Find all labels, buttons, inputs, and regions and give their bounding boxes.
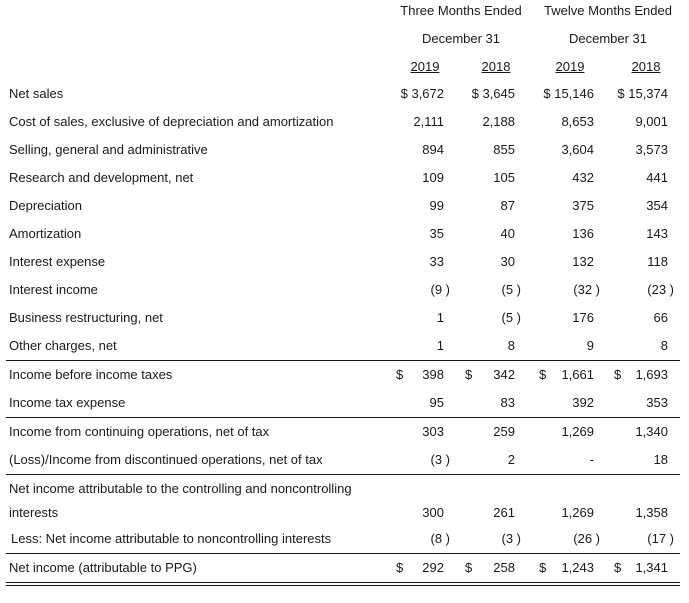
value-cell: (8 ) [430, 531, 450, 546]
header-twelve-months: Twelve Months Ended [544, 3, 672, 18]
table-row [0, 418, 680, 446]
row-label: Research and development, net [9, 170, 194, 185]
value-cell: 8,653 [561, 114, 594, 129]
table-row [0, 80, 680, 108]
value-cell: 1 [436, 338, 444, 353]
row-label: Net income (attributable to PPG) [9, 560, 197, 575]
table-row [0, 248, 680, 276]
dollar-sign: $ [396, 367, 404, 382]
table-row [0, 220, 680, 248]
divider-line [6, 417, 680, 418]
double-underline [6, 582, 680, 586]
row-label: Business restructuring, net [9, 310, 163, 325]
table-row [0, 108, 680, 136]
header-date-three: December 31 [421, 31, 501, 46]
table-row [0, 525, 680, 553]
value-cell: 1,340 [635, 424, 668, 439]
value-cell: 30 [500, 254, 515, 269]
value-cell: 3,604 [561, 142, 594, 157]
value-cell: 353 [646, 395, 668, 410]
row-label: Selling, general and administrative [9, 142, 208, 157]
table-row [0, 446, 680, 474]
row-label: Cost of sales, exclusive of depreciation and amortization [9, 114, 334, 129]
value-cell: 105 [493, 170, 515, 185]
value-cell: 300 [422, 505, 444, 520]
table-row [0, 361, 680, 389]
value-cell: 2 [507, 452, 515, 467]
table-row [0, 276, 680, 304]
dollar-sign: $ [465, 367, 473, 382]
value-cell: 95 [429, 395, 444, 410]
divider-line [6, 360, 680, 361]
value-cell: 1,243 [561, 560, 594, 575]
row-label: Income from continuing operations, net of tax [9, 424, 270, 439]
value-cell: 118 [647, 254, 668, 269]
value-cell: 83 [500, 395, 515, 410]
value-cell: 855 [493, 142, 515, 157]
value-cell: 132 [572, 254, 594, 269]
header-date-twelve: December 31 [568, 31, 648, 46]
value-cell: 8 [507, 338, 515, 353]
table-row [0, 475, 680, 531]
table-row [0, 136, 680, 164]
row-label: Less: Net income attributable to noncontrolling interests [11, 531, 332, 546]
value-cell: 33 [429, 254, 444, 269]
value-cell: 66 [653, 310, 668, 325]
value-cell: 136 [572, 226, 594, 241]
value-cell: 392 [572, 395, 594, 410]
value-cell: $ 15,374 [617, 86, 668, 101]
value-cell: (23 ) [647, 282, 674, 297]
value-cell: 1,693 [635, 367, 668, 382]
dollar-sign: $ [539, 367, 547, 382]
value-cell: 375 [572, 198, 594, 213]
row-label: Net sales [9, 86, 64, 101]
row-label: Net income attributable to the controlling and noncontrolling [9, 481, 352, 496]
value-cell: 109 [422, 170, 444, 185]
value-cell: 3,573 [635, 142, 668, 157]
dollar-sign: $ [396, 560, 404, 575]
value-cell: 441 [646, 170, 668, 185]
value-cell: (3 ) [430, 452, 450, 467]
table-row [0, 192, 680, 220]
value-cell: 303 [422, 424, 444, 439]
value-cell: 259 [493, 424, 515, 439]
row-label: (Loss)/Income from discontinued operations, net of tax [9, 452, 323, 467]
value-cell: $ 3,645 [471, 86, 515, 101]
value-cell: 1 [436, 310, 444, 325]
table-row [0, 554, 680, 582]
dollar-sign: $ [614, 367, 622, 382]
value-cell: 176 [572, 310, 594, 325]
value-cell: (26 ) [573, 531, 600, 546]
year-header: 2019 [410, 59, 440, 74]
value-cell: $ 15,146 [543, 86, 594, 101]
value-cell: 1,341 [635, 560, 668, 575]
value-cell: 261 [493, 505, 515, 520]
table-row [0, 389, 680, 417]
value-cell: 99 [429, 198, 444, 213]
value-cell: 87 [500, 198, 515, 213]
value-cell: 2,111 [413, 114, 444, 129]
value-cell: (3 ) [501, 531, 521, 546]
divider-line [6, 474, 680, 475]
value-cell: (32 ) [573, 282, 600, 297]
value-cell: (9 ) [430, 282, 450, 297]
value-cell: 258 [493, 560, 515, 575]
value-cell: 354 [646, 198, 668, 213]
value-cell: 35 [429, 226, 444, 241]
divider-line [6, 553, 680, 554]
value-cell: 894 [422, 142, 444, 157]
table-row [0, 332, 680, 360]
table-row [0, 304, 680, 332]
value-cell: 143 [646, 226, 668, 241]
value-cell: 1,269 [561, 424, 594, 439]
value-cell: (17 ) [647, 531, 674, 546]
value-cell: 398 [422, 367, 444, 382]
year-header: 2018 [481, 59, 511, 74]
year-header: 2018 [631, 59, 661, 74]
value-cell: 342 [493, 367, 515, 382]
row-label: Interest income [9, 282, 98, 297]
row-label: Interest expense [9, 254, 106, 269]
row-label-continued: interests [9, 505, 59, 520]
row-label: Income tax expense [9, 395, 126, 410]
row-label: Income before income taxes [9, 367, 173, 382]
value-cell: 9 [586, 338, 594, 353]
value-cell: 1,661 [561, 367, 594, 382]
value-cell: 8 [660, 338, 668, 353]
value-cell: 432 [572, 170, 594, 185]
dollar-sign: $ [465, 560, 473, 575]
value-cell: (5 ) [501, 282, 521, 297]
value-cell: 18 [653, 452, 668, 467]
table-row [0, 164, 680, 192]
value-cell: $ 3,672 [400, 86, 444, 101]
dollar-sign: $ [614, 560, 622, 575]
dollar-sign: $ [539, 560, 547, 575]
value-cell: 2,188 [482, 114, 515, 129]
header-three-months: Three Months Ended [400, 3, 522, 18]
row-label: Other charges, net [9, 338, 117, 353]
value-cell: 1,269 [561, 505, 594, 520]
year-header: 2019 [555, 59, 585, 74]
row-label: Depreciation [9, 198, 82, 213]
value-cell: 9,001 [635, 114, 668, 129]
value-cell: (5 ) [501, 310, 521, 325]
value-cell: 1,358 [635, 505, 668, 520]
value-cell: 40 [500, 226, 515, 241]
value-cell: 292 [422, 560, 444, 575]
row-label: Amortization [9, 226, 82, 241]
value-cell: - [589, 452, 594, 467]
